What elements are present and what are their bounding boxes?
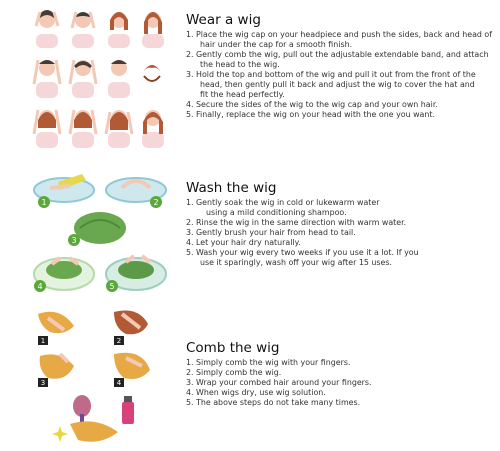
wear-wig-text: [186, 12, 492, 120]
wash-step-2: 2. Rinse the wig in the same direction with warm water.: [186, 218, 407, 227]
comb-badge-3-number: 3: [40, 379, 46, 387]
wash-badge-5: [106, 280, 118, 292]
comb-badge-2: [114, 336, 124, 345]
comb-wig-section: [0, 306, 500, 451]
sparkle-icon: [52, 426, 68, 442]
wash-badge-3: [68, 234, 80, 246]
comb-wig-title: Comb the wig: [186, 340, 280, 356]
wear-step-1: 1. Place the wig cap on your headpiece and push the sides, back and head of hair under the cap for a smooth finish.: [186, 30, 493, 49]
wash-wig-steps: [186, 198, 419, 268]
comb-badge-4-number: 4: [116, 379, 122, 387]
wear-wig-figures: [30, 4, 165, 154]
wear-step-2: 2. Gently comb the wig, pull out the adjustable extendable band, and attach the head to the wig.: [186, 50, 489, 69]
figure-10: [70, 110, 96, 148]
wear-wig-illustration: [30, 4, 165, 154]
wash-wig-3: [74, 212, 126, 244]
figure-6: [70, 60, 96, 98]
comb-step-3: 3. Wrap your combed hair around your fingers.: [186, 378, 372, 387]
comb-wig-illustration: [30, 306, 170, 448]
wash-badge-2: [150, 196, 162, 208]
comb-badge-4: [114, 378, 124, 387]
comb-badge-1-number: 1: [40, 337, 46, 345]
comb-wig-steps: [186, 358, 372, 408]
spray-bottle-icon: [122, 396, 134, 424]
wear-step-5: 5. Finally, replace the wig on your head with the one you want.: [186, 110, 435, 119]
figure-2: [72, 12, 94, 48]
wash-wig-text: [186, 180, 419, 268]
comb-step-2: 2. Simply comb the wig.: [186, 368, 282, 377]
figure-4: [142, 12, 164, 48]
comb-wig-text: [186, 340, 372, 408]
figure-5: [34, 60, 60, 98]
wash-step-4: 4. Let your hair dry naturally.: [186, 238, 301, 247]
wash-badge-2-number: 2: [153, 198, 159, 207]
wash-badge-3-number: 3: [71, 236, 77, 245]
figure-11: [106, 110, 132, 148]
wash-wig-title: Wash the wig: [186, 180, 277, 196]
figure-7: [108, 60, 130, 98]
comb-panel-3: [40, 354, 74, 379]
comb-badge-2-number: 2: [116, 337, 122, 345]
comb-badge-3: [38, 378, 48, 387]
comb-step-5: 5. The above steps do not take many times.: [186, 398, 361, 407]
wash-wig-figures: [30, 168, 170, 300]
wash-step-3: 3. Gently brush your hair from head to tail.: [186, 228, 356, 237]
wash-badge-5-number: 5: [109, 282, 115, 291]
comb-wig-figures: [30, 306, 170, 448]
brush-icon: [73, 395, 91, 424]
figure-9: [34, 110, 60, 148]
figure-3: [108, 12, 130, 48]
wash-wig-section: [0, 168, 500, 303]
wash-step-5: 5. Wash your wig every two weeks if you use it a lot. If you use it sparingly, wash off your wig after 15 uses.: [186, 248, 419, 267]
wear-wig-title: Wear a wig: [186, 12, 261, 28]
figure-12: [142, 110, 164, 148]
comb-panel-2: [114, 311, 148, 335]
wash-step-1: 1. Gently soak the wig in cold or lukewarm water using a mild conditioning shampoo.: [186, 198, 380, 217]
wear-wig-section: [0, 4, 500, 154]
wash-badge-1: [38, 196, 50, 208]
wear-step-3: 3. Hold the top and bottom of the wig and pull it out from the front of the head, then gently pull it back and adjust the wig to cover the hat and fit the head perfectly.: [186, 70, 476, 99]
wear-step-4: 4. Secure the sides of the wig to the wig cap and your own hair.: [186, 100, 438, 109]
wash-wig-illustration: [30, 168, 170, 300]
figure-1: [36, 10, 58, 48]
wash-badge-4: [34, 280, 46, 292]
wig-piece: [142, 65, 162, 81]
comb-panel-1: [38, 312, 74, 333]
comb-step-1: 1. Simply comb the wig with your fingers.: [186, 358, 351, 367]
comb-panel-4: [114, 353, 150, 379]
hair-strand-bottom: [70, 421, 118, 441]
wash-badge-1-number: 1: [41, 198, 47, 207]
comb-badge-1: [38, 336, 48, 345]
wear-wig-steps: [186, 30, 492, 120]
comb-step-4: 4. When wigs dry, use wig solution.: [186, 388, 326, 397]
wash-badge-4-number: 4: [37, 282, 43, 291]
